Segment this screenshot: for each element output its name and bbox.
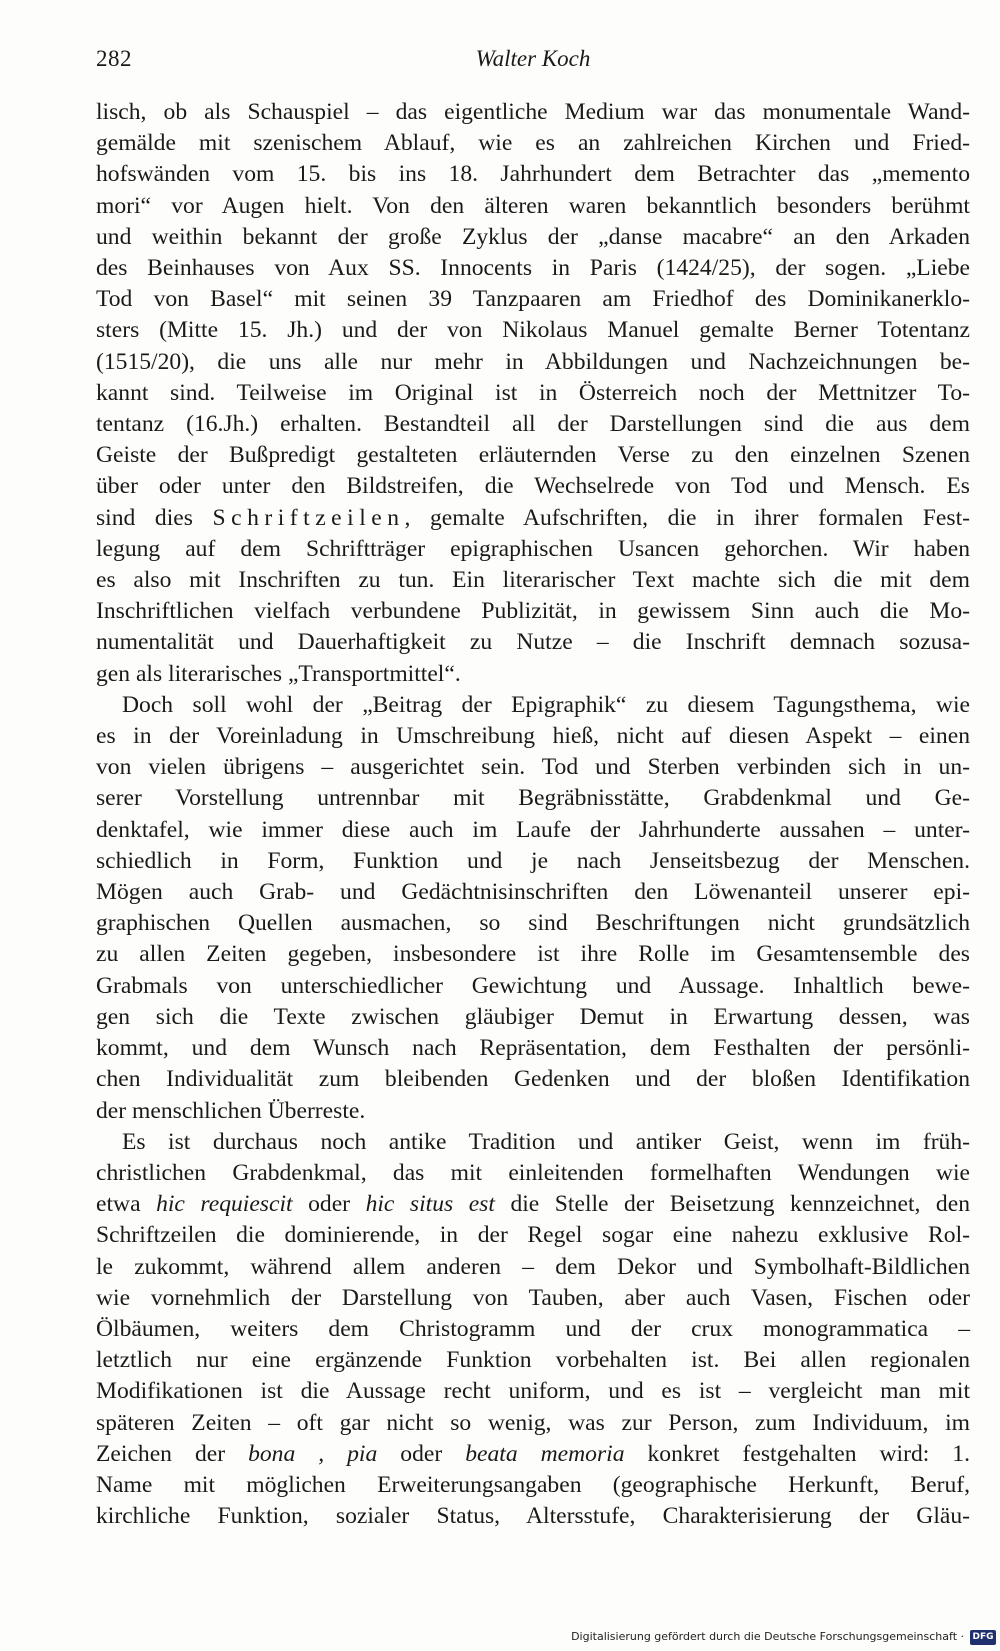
- text-line: Ölbäumen, weiters dem Christogramm und der crux monogrammatica –: [96, 1315, 970, 1342]
- text-line-italic: [96, 1189, 970, 1220]
- text-line: Modifikationen ist die Aussage recht uniform, und es ist – vergleicht man mit: [96, 1378, 970, 1405]
- text-line-paragraph-start: Es ist durchaus noch antike Tradition und antiker Geist, wenn im früh-: [122, 1128, 970, 1155]
- text-line: numentalität und Dauerhaftigkeit zu Nutze – die Inschrift demnach sozusa-: [96, 629, 970, 656]
- italic-term: hic requiescit: [156, 1191, 293, 1218]
- text-run: sind dies: [96, 504, 213, 531]
- text-line: lisch, ob als Schauspiel – das eigentliche Medium war das monumentale Wand-: [96, 99, 970, 125]
- text-line: letztlich nur eine ergänzende Funktion vorbehalten ist. Bei allen regionalen: [96, 1347, 970, 1374]
- text-line: kannt sind. Teilweise im Original ist in Österreich noch der Mettnitzer To-: [96, 379, 970, 406]
- text-run: konkret festgehalten wird: 1.: [624, 1440, 970, 1467]
- text-run: oder: [292, 1191, 366, 1218]
- italic-term: bona , pia: [248, 1440, 378, 1467]
- text-line: Schriftzeilen die dominierende, in der Regel sogar eine nahezu exklusive Rol-: [96, 1222, 970, 1249]
- text-line: serer Vorstellung untrennbar mit Begräbnisstätte, Grabdenkmal und Ge-: [96, 785, 970, 812]
- text-run: oder: [377, 1440, 466, 1467]
- text-line: sters (Mitte 15. Jh.) und der von Nikolaus Manuel gemalte Berner Totentanz: [96, 317, 970, 344]
- text-line: kirchliche Funktion, sozialer Status, Altersstufe, Charakterisierung der Gläu-: [96, 1503, 970, 1530]
- text-line: Grabmals von unterschiedlicher Gewichtung und Aussage. Inhaltlich bewe-: [96, 972, 970, 999]
- text-line: von vielen übrigens – ausgerichtet sein. Tod und Sterben verbinden sich in un-: [96, 754, 970, 781]
- text-line: Geiste der Bußpredigt gestalteten erläuternden Verse zu den einzelnen Szenen: [96, 442, 970, 469]
- text-line: le zukommt, während allem anderen – dem Dekor und Symbolhaft-Bildlichen: [96, 1253, 970, 1280]
- text-line: späteren Zeiten – oft gar nicht so wenig, was zur Person, zum Individuum, im: [96, 1409, 970, 1436]
- text-line: wie vornehmlich der Darstellung von Tauben, aber auch Vasen, Fischen oder: [96, 1284, 970, 1311]
- text-line-paragraph-end: der menschlichen Überreste.: [96, 1097, 366, 1124]
- text-line-italic: [96, 1439, 970, 1470]
- text-line: es also mit Inschriften zu tun. Ein literarischer Text machte sich die mit dem: [96, 567, 970, 594]
- text-line: gemälde mit szenischem Ablauf, wie es an zahlreichen Kirchen und Fried-: [96, 130, 970, 157]
- italic-term: hic situs est: [365, 1191, 495, 1218]
- running-head-author: Walter Koch: [475, 46, 591, 71]
- text-line: legung auf dem Schriftträger epigraphischen Usancen gehorchen. Wir haben: [96, 535, 970, 562]
- text-line: über oder unter den Bildstreifen, die Wechselrede von Tod und Mensch. Es: [96, 473, 970, 500]
- text-run: , gemalte Aufschriften, die in ihrer formalen Fest-: [404, 504, 970, 531]
- text-line: chen Individualität zum bleibenden Gedenken und der bloßen Identifikation: [96, 1066, 970, 1093]
- funding-notice: Digitalisierung gefördert durch die Deutsche Forschungsgemeinschaft ·: [571, 1630, 964, 1643]
- dfg-logo: DFG: [970, 1630, 996, 1645]
- text-line: denktafel, wie immer diese auch im Laufe der Jahrhunderte aussahen – unter-: [96, 816, 970, 843]
- text-line: Mögen auch Grab- und Gedächtnisinschriften den Löwenanteil unserer epi-: [96, 879, 970, 906]
- text-line-paragraph-end: gen als literarisches „Transportmittel“.: [96, 660, 461, 687]
- body-text: [96, 97, 970, 1532]
- page-number: 282: [96, 46, 132, 71]
- text-line: und weithin bekannt der große Zyklus der „danse macabre“ an den Arkaden: [96, 223, 970, 250]
- text-line: des Beinhauses von Aux SS. Innocents in Paris (1424/25), der sogen. „Liebe: [96, 255, 970, 282]
- text-line: Inschriftlichen vielfach verbundene Publizität, in gewissem Sinn auch die Mo-: [96, 598, 970, 625]
- text-line: es in der Voreinladung in Umschreibung hieß, nicht auf diesen Aspekt – einen: [96, 723, 970, 750]
- spaced-emphasis: Schriftzeilen: [212, 504, 405, 531]
- text-line-spaced: [96, 503, 970, 534]
- text-run: etwa: [96, 1191, 157, 1218]
- text-line: christlichen Grabdenkmal, das mit einleitenden formelhaften Wendungen wie: [96, 1159, 970, 1186]
- text-line: hofswänden vom 15. bis ins 18. Jahrhundert dem Betrachter das „memento: [96, 161, 970, 188]
- text-line: zu allen Zeiten gegeben, insbesondere ist ihre Rolle im Gesamtensemble des: [96, 941, 970, 968]
- text-line: mori“ vor Augen hielt. Von den älteren waren bekanntlich besonders berühmt: [96, 192, 970, 219]
- text-line: tentanz (16.Jh.) erhalten. Bestandteil all der Darstellungen sind die aus dem: [96, 411, 970, 438]
- text-line: (1515/20), die uns alle nur mehr in Abbildungen und Nachzeichnungen be-: [96, 348, 970, 375]
- text-line: Name mit möglichen Erweiterungsangaben (geographische Herkunft, Beruf,: [96, 1471, 970, 1498]
- running-head: [96, 46, 970, 76]
- text-line: gen sich die Texte zwischen gläubiger Demut in Erwartung dessen, was: [96, 1003, 970, 1030]
- text-run: die Stelle der Beisetzung kennzeichnet, den: [494, 1191, 970, 1218]
- text-line: schiedlich in Form, Funktion und je nach Jenseitsbezug der Menschen.: [96, 847, 970, 874]
- text-line: kommt, und dem Wunsch nach Repräsentation, dem Festhalten der persönli-: [96, 1035, 970, 1062]
- text-line: graphischen Quellen ausmachen, so sind Beschriftungen nicht grundsätzlich: [96, 910, 970, 937]
- text-run: Zeichen der: [96, 1440, 249, 1467]
- text-line-paragraph-start: Doch soll wohl der „Beitrag der Epigraphik“ zu diesem Tagungsthema, wie: [122, 691, 970, 718]
- italic-term: beata memoria: [465, 1440, 625, 1467]
- text-line: Tod von Basel“ mit seinen 39 Tanzpaaren am Friedhof des Dominikanerklo-: [96, 286, 970, 313]
- digitization-footer: [0, 1626, 1000, 1651]
